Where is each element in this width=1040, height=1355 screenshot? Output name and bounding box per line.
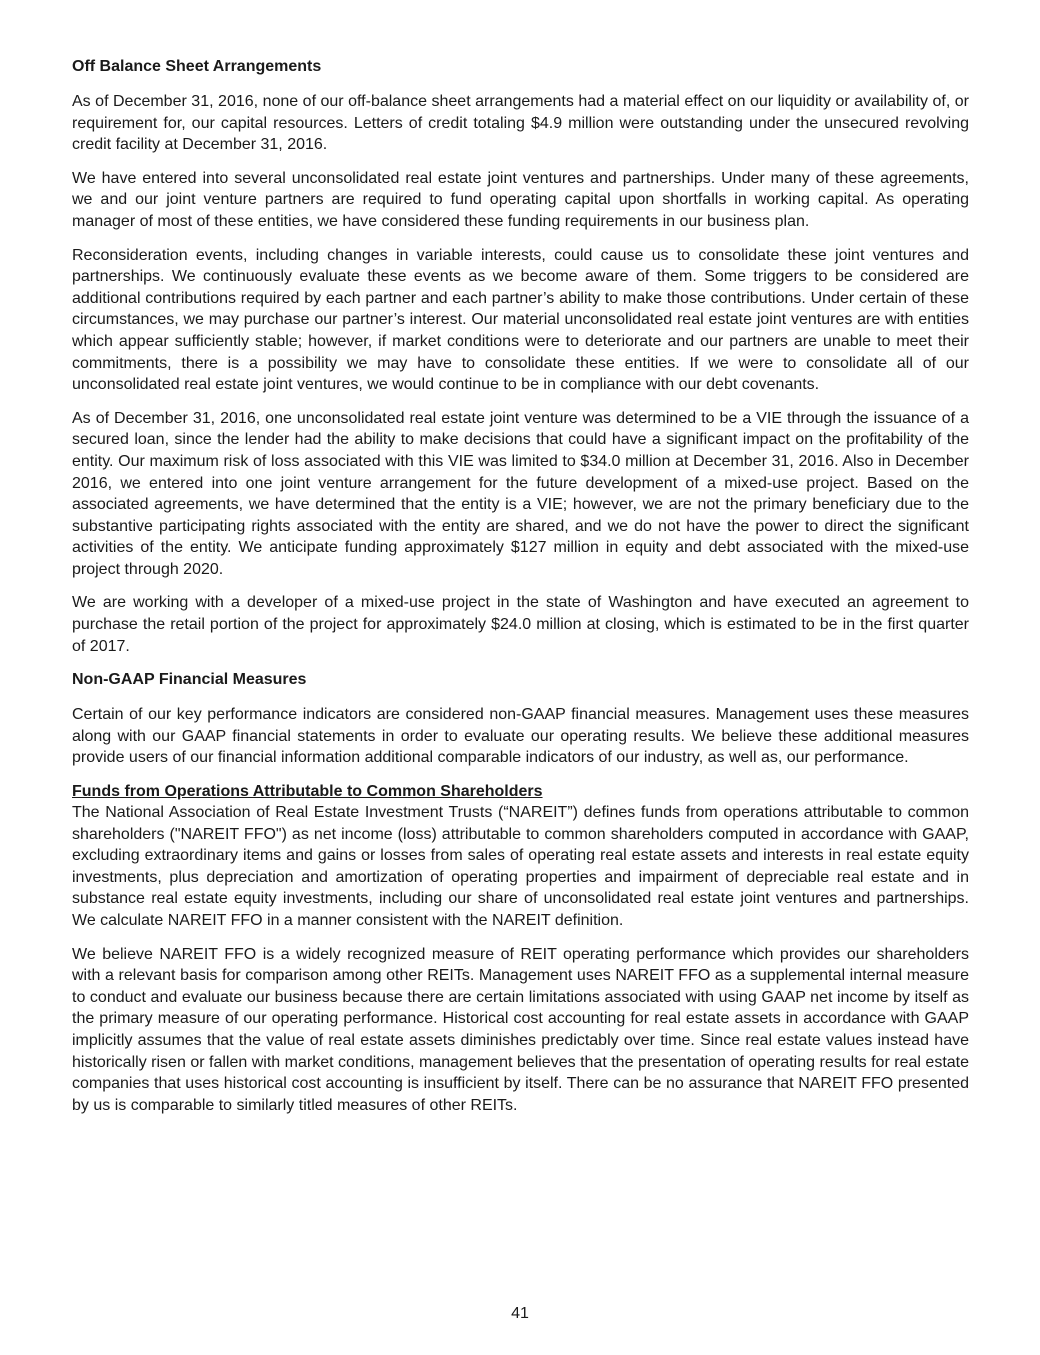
paragraph-off-balance-3: Reconsideration events, including changes in variable interests, could cause us to consolidate these joint ventures and partnerships. We continuously evaluate these events as we become aware of them. Some triggers to be considered are additional contributions required by each partner and each partner’s ability to make those contributions. Under certain of these circumstances, we may purchase our partner’s interest. Our material unconsolidated real estate joint ventures are with entities which appear sufficiently stable; however, if market conditions were to deteriorate and our partners are unable to meet their commitments, there is a possibility we may have to consolidate these entities. If we were to consolidate all of our unconsolidated real estate joint ventures, we would continue to be in compliance with our debt covenants. [72, 246, 969, 394]
paragraph-off-balance-1: As of December 31, 2016, none of our off-balance sheet arrangements had a material effect on our liquidity or availability of, or requirement for, our capital resources. Letters of credit totaling $4.9 million were outstanding under the unsecured revolving credit facility at December 31, 2016. [72, 93, 969, 154]
paragraph-non-gaap-1: Certain of our key performance indicators are considered non-GAAP financial measures. Management uses these measures along with our GAAP financial statements in order to evaluate our operating results. We believe these additional measures provide users of our financial information additional comparable indicators of our industry, as well as, our performance. [72, 706, 969, 767]
document-page [72, 56, 969, 1128]
paragraph-ffo-2: We believe NAREIT FFO is a widely recognized measure of REIT operating performance which provides our shareholders with a relevant basis for comparison among other REITs. Management uses NAREIT FFO as a supplemental internal measure to conduct and evaluate our business because there are certain limitations associated with using GAAP net income by itself as the primary measure of our operating performance. Historical cost accounting for real estate assets in accordance with GAAP implicitly assumes that the value of real estate assets diminishes predictably over time. Since real estate values instead have historically risen or fallen with market conditions, management believes that the presentation of operating results for real estate companies that uses historical cost accounting is insufficient by itself. There can be no assurance that NAREIT FFO presented by us is comparable to similarly titled measures of other REITs. [72, 945, 969, 1114]
paragraph-ffo-1: The National Association of Real Estate Investment Trusts (“NAREIT”) defines funds from operations attributable to common shareholders ("NAREIT FFO") as net income (loss) attributable to common shareholders computed in accordance with GAAP, excluding extraordinary items and gains or losses from sales of operating real estate assets and interests in real estate equity investments, plus depreciation and amortization of operating properties and impairment of depreciable real estate and in substance real estate equity investments, including our share of unconsolidated real estate joint ventures and partnerships. We calculate NAREIT FFO in a manner consistent with the NAREIT definition. [72, 804, 969, 929]
paragraph-off-balance-2: We have entered into several unconsolidated real estate joint ventures and partnerships. Under many of these agreements, we and our joint venture partners are required to fund operating capital upon shortfalls in working capital. As operating manager of most of these entities, we have considered these funding requirements in our business plan. [72, 169, 969, 230]
paragraph-off-balance-5: We are working with a developer of a mixed-use project in the state of Washington and have executed an agreement to purchase the retail portion of the project for approximately $24.0 million at closing, which is estimated to be in the first quarter of 2017. [72, 594, 969, 655]
heading-non-gaap: Non-GAAP Financial Measures [72, 671, 307, 689]
heading-off-balance-sheet: Off Balance Sheet Arrangements [72, 58, 322, 75]
heading-ffo: Funds from Operations Attributable to Common Shareholders [72, 783, 543, 801]
page-number: 41 [511, 1305, 529, 1322]
paragraph-off-balance-4: As of December 31, 2016, one unconsolidated real estate joint venture was determined to be a VIE through the issuance of a secured loan, since the lender had the ability to make decisions that could have a significant impact on the profitability of the entity. Our maximum risk of loss associated with this VIE was limited to $34.0 million at December 31, 2016. Also in December 2016, we entered into one joint venture arrangement for the future development of a mixed-use project. Based on the associated agreements, we have determined that the entity is a VIE; however, we are not the primary beneficiary due to the substantive participating rights associated with the entity are shared, and we do not have the power to direct the significant activities of the entity. We anticipate funding approximately $127 million in equity and debt associated with the mixed-use project through 2020. [72, 409, 969, 578]
